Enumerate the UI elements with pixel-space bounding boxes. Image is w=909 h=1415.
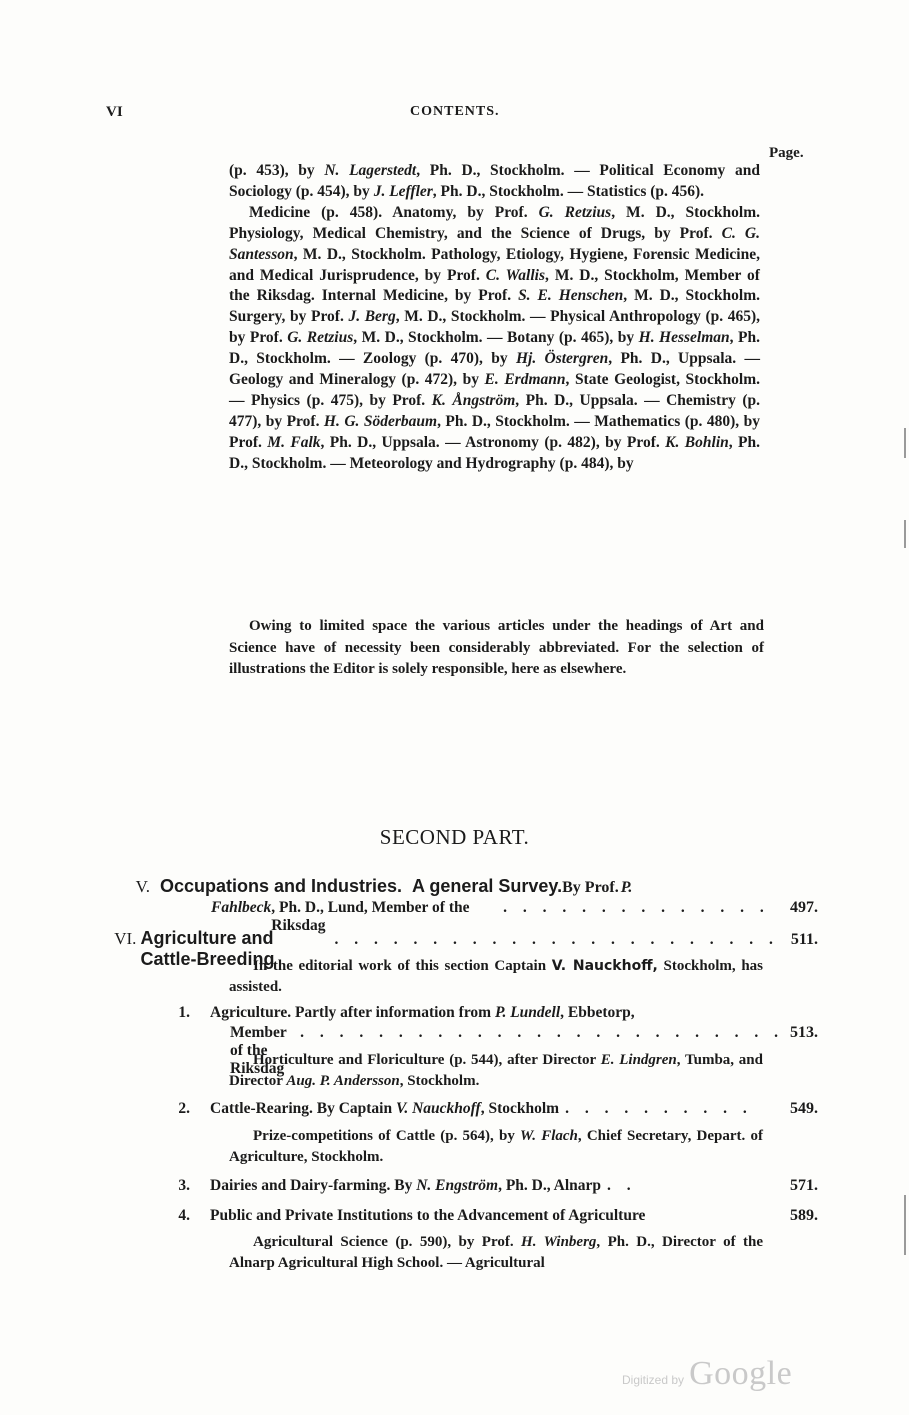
- entry-text: Dairies and Dairy-farming. By N. Engström, Ph. D., Alnarp: [210, 1177, 602, 1194]
- section-title: Occupations and Industries.: [160, 876, 403, 896]
- part-title: SECOND PART.: [379, 825, 530, 849]
- page-number: 571.: [790, 1177, 818, 1194]
- author-name: Fahlbeck: [211, 899, 272, 916]
- page-number: 589.: [790, 1207, 818, 1224]
- editor-note: [229, 616, 764, 681]
- continuation-block: [229, 161, 760, 475]
- by-text: By Prof.: [562, 879, 619, 896]
- author-initial: P.: [620, 879, 633, 896]
- digitized-watermark: Digitized by Google: [622, 1355, 793, 1392]
- section-title: Agriculture and Cattle-Breeding: [140, 928, 275, 969]
- scan-mark: [904, 428, 906, 458]
- dot-leader: . . . . . . . . . .: [565, 1100, 753, 1117]
- dot-leader: . . . . . . . . . . . . . . . . . . . . . . .: [334, 931, 779, 948]
- toc-entry-2: [170, 1100, 818, 1118]
- dot-leader: . . . . . . . . . . . . . . . . . . . . . . . . .: [300, 1024, 784, 1041]
- running-head: CONTENTS.: [410, 104, 500, 119]
- item-number: 2.: [178, 1100, 190, 1117]
- page-number-roman: VI: [106, 104, 123, 120]
- dot-leader: . . . . . . . . . . . . . .: [503, 899, 770, 916]
- editorial-note: In the editorial work of this section Captain V. Nauckhoff, Stockholm, has assisted.: [229, 958, 763, 995]
- scan-mark: [904, 1195, 906, 1255]
- roman-numeral: V.: [135, 877, 150, 896]
- item-number: 3.: [178, 1177, 190, 1194]
- item-number: 1.: [178, 1004, 190, 1021]
- paragraph-social-science: (p. 453), by N. Lagerstedt, Ph. D., Stockholm. — Political Economy and Sociology (p. 454), by J. Leffler, Ph. D., Stockholm. — Statistics (p. 456).: [229, 162, 760, 200]
- entry-1-sub: Horticulture and Floriculture (p. 544), after Director E. Lindgren, Tumba, and Director Aug. P. Andersson, Stockholm.: [229, 1052, 763, 1089]
- editor-note-text: Owing to limited space the various articles under the headings of Art and Science have of necessity been considerably abbreviated. For the selection of illustrations the Editor is solely responsible, here as elsewhere.: [229, 618, 764, 677]
- toc-entry-3: [170, 1177, 818, 1195]
- dot-leader: . .: [607, 1177, 637, 1194]
- item-number: 4.: [178, 1207, 190, 1224]
- author-detail: , Ph. D., Lund, Member of the Riksdag: [271, 899, 470, 934]
- entry-text-line2: Member of the Riksdag: [230, 1024, 287, 1077]
- paragraph-medicine-science: Medicine (p. 458). Anatomy, by Prof. G. Retzius, M. D., Stockholm. Physiology, Medical Chemistry, and the Science of Drugs, by Prof. C. G. Santesson, M. D., Stockholm. Pathology, Etiology, Hygiene, Forensic Medicine, and Medical Jurisprudence, by Prof. C. Wallis, M. D., Stockholm, Member of the Riksdag. Internal Medicine, by Prof. S. E. Henschen, M. D., Stockholm. Surgery, by Prof. J. Berg, M. D., Stockholm. — Physical Anthropology (p. 465), by Prof. G. Retzius, M. D., Stockholm. — Botany (p. 465), by H. Hesselman, Ph. D., Stockholm. — Zoology (p. 470), by Hj. Östergren, Ph. D., Uppsala. — Geology and Mineralogy (p. 472), by E. Erdmann, State Geologist, Stockholm. — Physics (p. 475), by Prof. K. Ångström, Ph. D., Uppsala. — Chemistry (p. 477), by Prof. H. G. Söderbaum, Ph. D., Stockholm. — Mathematics (p. 480), by Prof. M. Falk, Ph. D., Uppsala. — Astronomy (p. 482), by Prof. K. Bohlin, Ph. D., Stockholm. — Meteorology and Hydrography (p. 484), by: [229, 203, 761, 472]
- page-number: 511.: [790, 931, 818, 948]
- section-subtitle: A general Survey.: [412, 876, 563, 896]
- toc-entry-v: [106, 876, 818, 935]
- toc-entry-4: [170, 1207, 818, 1225]
- entry-4-sub: Agricultural Science (p. 590), by Prof. H. Winberg, Ph. D., Director of the Alnarp Agricultural High School. — Agricultural: [229, 1234, 763, 1271]
- entry-text: Public and Private Institutions to the Advancement of Agriculture: [210, 1207, 646, 1224]
- entry-2-sub: Prize-competitions of Cattle (p. 564), by W. Flach, Chief Secretary, Depart. of Agriculture, Stockholm.: [229, 1128, 763, 1165]
- roman-numeral: VI.: [114, 929, 137, 948]
- scan-mark: [904, 520, 906, 548]
- entry-text: Agriculture. Partly after information from P. Lundell, Ebbetorp,: [210, 1004, 635, 1021]
- entry-text: Cattle-Rearing. By Captain V. Nauckhoff, Stockholm: [210, 1100, 560, 1117]
- page-column-label: Page.: [769, 145, 804, 161]
- page-number: 549.: [790, 1100, 818, 1117]
- page-number: 497.: [790, 899, 818, 916]
- page-number: 513.: [790, 1024, 818, 1041]
